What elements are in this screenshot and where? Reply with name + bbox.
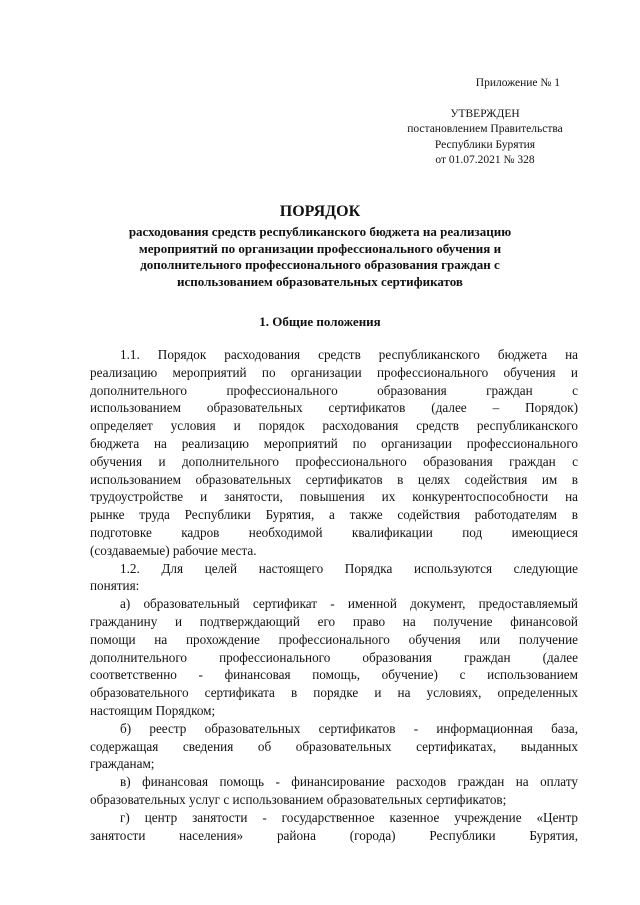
body-line: 1.1. Порядок расходования средств республиканского бюджета на [120,347,578,362]
body-line: реализацию мероприятий по организации профессионального обучения и [90,364,578,380]
body-line: а) образовательный сертификат - именной документ, предоставляемый [120,596,578,612]
document-title: ПОРЯДОК [279,203,361,220]
body-line: б) реестр образовательных сертификатов - информационная база, [120,720,578,736]
subtitle-line: дополнительного профессионального образования граждан с [140,257,500,272]
body-line: подготовке кадров необходимой квалификации под имеющиеся [90,524,578,540]
body-line: трудоустройстве и занятости, повышения их конкурентоспособности на [90,489,578,505]
body-line: понятия: [90,578,140,594]
approval-line-1: постановлением Правительства [407,123,563,135]
body-line: дополнительного профессионального образования граждан с [90,382,578,398]
body-line: помощи на прохождение профессионального обучения или получение [90,631,578,647]
body-line: гражданину и подтверждающий его право на получение финансовой [90,613,578,629]
document-subtitle [100,224,540,290]
section-heading: 1. Общие положения [259,314,381,329]
body-line: дополнительного профессионального образования граждан (далее [90,649,578,665]
body-line: занятости населения» района (города) Республики Бурятия, [90,827,578,843]
approved-label: УТВЕРЖДЕН [450,107,520,120]
body-line: г) центр занятости - государственное казенное учреждение «Центр [120,809,578,825]
body-line: 1.2. Для целей настоящего Порядка используются следующие [120,560,578,576]
body-line: соответственно - финансовая помощь, обучение) с использованием [90,667,578,683]
annex-label: Приложение № 1 [475,77,560,89]
body-line: определяет условия и порядок расходования средств республиканского [90,418,578,434]
body-line: содержащая сведения об образовательных сертификатах, выданных [90,738,578,754]
approval-block [380,76,590,169]
body-line: в) финансовая помощь - финансирование расходов граждан на оплату [120,774,578,790]
approval-line-3: от 01.07.2021 № 328 [435,154,535,166]
document-body [90,346,578,844]
body-line: настоящим Порядком; [90,702,216,718]
body-line: гражданам; [90,756,155,772]
body-line: образовательного сертификата в порядке и на условиях, определенных [90,685,578,701]
body-line: обучения и дополнительного профессионального образования граждан с [90,453,578,469]
subtitle-line: использованием образовательных сертификатов [177,273,463,289]
body-line: использованием образовательных сертификатов (далее – Порядок) [90,400,578,416]
body-line: бюджета на реализацию мероприятий по организации профессионального [90,435,578,451]
approval-line-2: Республики Бурятия [434,138,536,151]
body-line: образовательных услуг с использованием образовательных сертификатов; [90,791,507,807]
body-line: рынке труда Республики Бурятия, а также содействия работодателям в [90,507,578,523]
body-line: использованием образовательных сертификатов в целях содействия им в [90,471,578,487]
body-line: (создаваемые) рабочие места. [90,542,257,558]
subtitle-line: расходования средств республиканского бюджета на реализацию [128,224,512,239]
subtitle-line: мероприятий по организации профессионального обучения и [138,240,502,256]
